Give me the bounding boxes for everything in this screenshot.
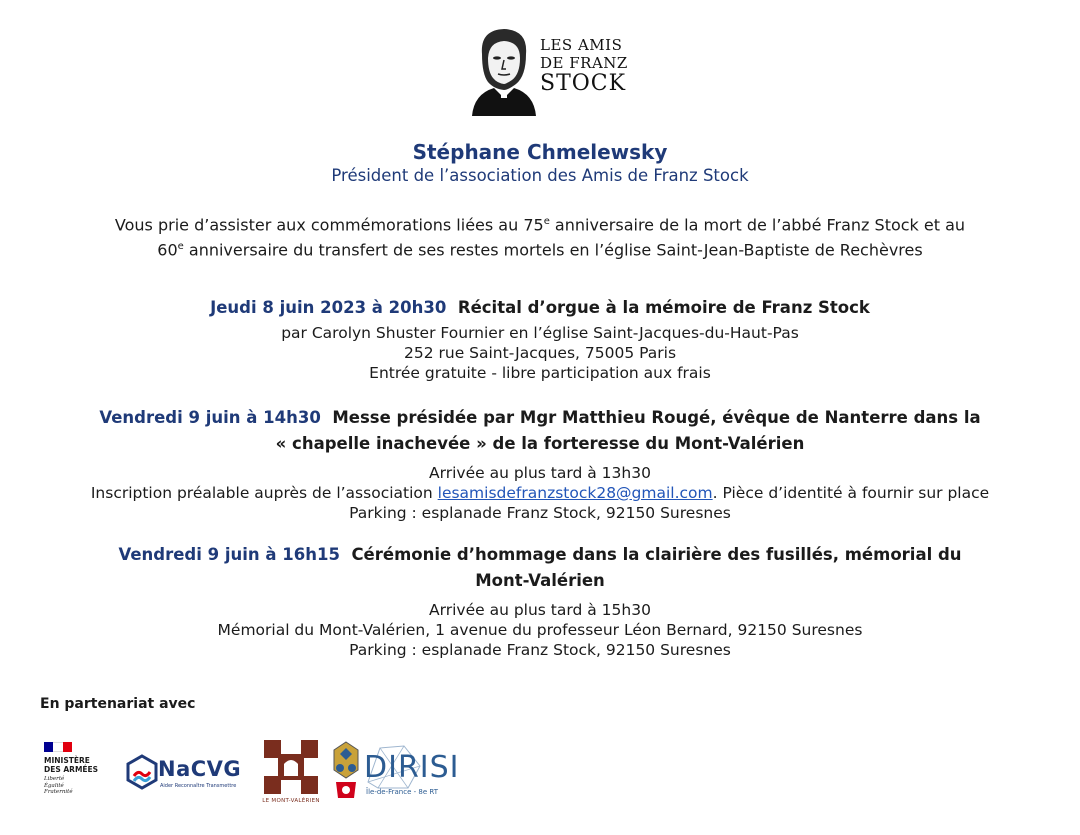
event-title-line-2: Mont-Valérien: [475, 571, 605, 590]
association-logo: [468, 24, 628, 120]
event-detail-line: Entrée gratuite - libre participation aux frais: [369, 364, 711, 382]
page-title: Stéphane Chmelewsky: [412, 140, 668, 164]
ministere-motto-2: Égalité: [44, 782, 64, 789]
event-detail-line: par Carolyn Shuster Fournier en l’église Saint-Jacques-du-Haut-Pas: [281, 324, 799, 342]
event-title: Messe présidée par Mgr Matthieu Rougé, évêque de Nanterre dans la: [332, 408, 981, 427]
intro-part-3: 60: [157, 240, 178, 260]
intro-part-1: Vous prie d’assister aux commémorations liées au 75: [114, 215, 544, 235]
logo-wordmark: [540, 38, 628, 95]
event-title: Cérémonie d’hommage dans la clairière des fusillés, mémorial du: [351, 545, 962, 564]
logo-line-2: DE FRANZ: [540, 54, 628, 72]
inscription-text: Inscription préalable auprès de l’association: [90, 484, 438, 502]
event-detail-line: Parking : esplanade Franz Stock, 92150 Suresnes: [349, 504, 731, 522]
event-date: Vendredi 9 juin à 16h15: [118, 545, 340, 564]
inscription-suffix: . Pièce d’identité à fournir sur place: [712, 484, 990, 502]
dirisi-logo: [330, 740, 460, 806]
event-detail-line: Parking : esplanade Franz Stock, 92150 Suresnes: [349, 641, 731, 659]
event-detail-line: Arrivée au plus tard à 13h30: [429, 464, 651, 482]
franz-stock-portrait-icon: [468, 24, 540, 116]
event-heading: [0, 405, 1080, 431]
event-heading: [0, 542, 1080, 568]
event-1: [0, 295, 1080, 383]
intro-sup-1: e: [543, 216, 550, 227]
ministere-line-2: DES ARMÉES: [44, 765, 99, 774]
event-detail-line: Arrivée au plus tard à 15h30: [429, 601, 651, 619]
contact-email-link[interactable]: lesamisdefranzstock28@gmail.com: [437, 484, 713, 502]
event-title-line-2: « chapelle inachevée » de la forteresse du Mont-Valérien: [275, 434, 805, 453]
nacvg-tagline: Aider Reconnaître Transmettre: [160, 783, 237, 789]
mont-valerien-logo: [262, 738, 320, 808]
nacvg-name: NaCVG: [158, 757, 242, 781]
page-subtitle: Président de l’association des Amis de Franz Stock: [331, 166, 749, 185]
event-detail-line: Mémorial du Mont-Valérien, 1 avenue du professeur Léon Bernard, 92150 Suresnes: [217, 621, 863, 639]
intro-part-4: anniversaire du transfert de ses restes mortels en l’église Saint-Jean-Baptiste de Rechèvres: [183, 240, 923, 260]
event-title: Récital d’orgue à la mémoire de Franz Stock: [457, 298, 870, 317]
nacvg-emblem-icon: [126, 754, 158, 790]
dirisi-subtitle: Île-de-France - 8e RT: [366, 788, 438, 796]
logo-line-3: STOCK: [540, 71, 627, 96]
invitation-intro: [0, 211, 1080, 262]
event-details: [0, 323, 1080, 383]
event-inscription-line: [0, 483, 1080, 503]
ministere-motto-3: Fraternité: [44, 789, 73, 795]
ministere-motto-1: Liberté: [44, 776, 65, 782]
event-date: Jeudi 8 juin 2023 à 20h30: [210, 298, 447, 317]
event-detail-line: 252 rue Saint-Jacques, 75005 Paris: [403, 344, 677, 362]
intro-part-2: anniversaire de la mort de l’abbé Franz Stock et au: [549, 215, 966, 235]
event-3: [0, 542, 1080, 660]
event-date: Vendredi 9 juin à 14h30: [99, 408, 321, 427]
nacvg-logo: [126, 752, 246, 792]
event-details: [0, 600, 1080, 660]
ministere-line-1: MINISTÈRE: [44, 756, 90, 765]
event-2: [0, 405, 1080, 523]
intro-sup-2: e: [177, 241, 184, 253]
mont-valerien-emblem-icon: [262, 738, 320, 796]
dirisi-name: DIRISI: [364, 750, 460, 785]
logo-line-1: LES AMIS: [540, 36, 623, 54]
event-heading: [0, 295, 1080, 321]
dirisi-crest-icon: [330, 740, 362, 802]
mont-valerien-name: LE MONT-VALÉRIEN: [262, 798, 320, 804]
event-details: [0, 463, 1080, 523]
partners-label: En partenariat avec: [40, 696, 196, 712]
ministere-armees-logo: [44, 742, 114, 802]
french-flag-icon: [44, 742, 72, 752]
